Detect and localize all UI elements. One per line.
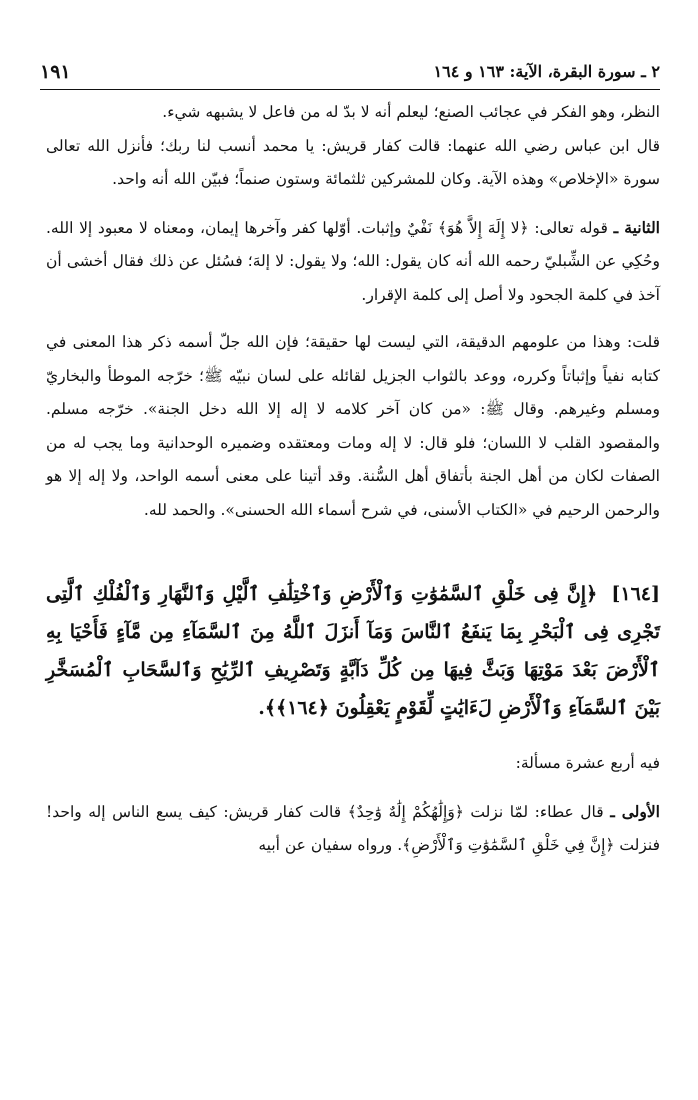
issue-heading-first: الأولى ـ [610, 801, 660, 821]
spacer [46, 527, 660, 575]
paragraph-first-issue [46, 795, 660, 863]
paragraph-commentary: قلت: وهذا من علومهم الدقيقة، التي ليست لها حقيقة؛ فإن الله جلّ أسمه ذكر هذا المعنى في كتابه نفياً وإثباتاً وكرره، ووعد بالثواب الجزيل لقائله على لسان نبيّه ﷺ؛ خرّجه الموطأ والبخاريّ ومسلم وغيرهم. وقال ﷺ: «من كان آخر كلامه لا إله إلا الله دخل الجنة». خرّجه مسلم. والمقصود القلب لا اللسان؛ فلو قال: لا إله ومات ومعتقده وضميره الوحدانية وما يجب له من الصفات لكان من أهل الجنة بأتفاق أهل السُّنة. وقد أتينا على معنى أسمه الواحد، ولا إله إلا هو والرحمن الرحيم في «الكتاب الأسنى، في شرح أسماء الله الحسنى». والحمد لله. [46, 333, 660, 519]
page-body [46, 96, 660, 863]
issue-heading-second: الثانية ـ [613, 217, 660, 237]
page-header [40, 60, 660, 90]
verse-number: [١٦٤] [611, 583, 660, 605]
running-header-title: ٢ ـ سورة البقرة، الآية: ١٦٣ و ١٦٤ [433, 62, 660, 81]
paragraph-second-issue-text: قوله تعالى: ﴿لا إِلَهَ إِلاَّ هُوَ﴾ نَفْيٌ وإثبات. أوّلها كفر وآخرها إيمان، ومعناه لا معبود إلا الله. وحُكِي عن الشِّبليّ رحمه الله أنه كان يقول: الله؛ ولا يقول: لا إلهَ؛ فسُئل عن ذلك فقال أخشى أن آخذ في كلمة الجحود ولا أصل إلى كلمة الإقرار. [46, 218, 660, 304]
quran-verse-block [46, 575, 660, 727]
spacer [46, 197, 660, 211]
spacer [46, 312, 660, 326]
header-rule [40, 89, 660, 90]
paragraph-second-issue [46, 211, 660, 313]
page-number: ١٩١ [40, 61, 71, 83]
paragraph-ibn-abbas: قال ابن عباس رضي الله عنهما: قالت كفار قريش: يا محمد أنسب لنا ربك؛ فأنزل الله تعالى سورة «الإخلاص» وهذه الآية. وكان للمشركين ثلثمائة وستون صنماً؛ فبيّن الله أنه واحد. [46, 136, 660, 188]
verse-text: ﴿إِنَّ فِى خَلْقِ ٱلسَّمَٰوَٰتِ وَٱلْأَرْضِ وَٱخْتِلَٰفِ ٱلَّيْلِ وَٱلنَّهَارِ وَٱلْفُلْكِ ٱلَّتِى تَجْرِى فِى ٱلْبَحْرِ بِمَا يَنفَعُ ٱلنَّاسَ وَمَآ أَنزَلَ ٱللَّهُ مِنَ ٱلسَّمَآءِ مِن مَّآءٍ فَأَحْيَا بِهِ ٱلْأَرْضَ بَعْدَ مَوْتِهَا وَبَثَّ فِيهَا مِن كُلِّ دَآبَّةٍ وَتَصْرِيفِ ٱلرِّيَٰحِ وَٱلسَّحَابِ ٱلْمُسَخَّرِ بَيْنَ ٱلسَّمَآءِ وَٱلْأَرْضِ لَءَايَٰتٍ لِّقَوْمٍ يَعْقِلُونَ ﴿١٦٤﴾﴾. [46, 583, 660, 719]
paragraph-continuation: النظر، وهو الفكر في عجائب الصنع؛ ليعلم أنه لا بدّ له من فاعل لا يشبهه شيء. [162, 103, 660, 121]
spacer [46, 781, 660, 795]
issues-count-heading: فيه أربع عشرة مسألة: [515, 754, 660, 772]
spacer [46, 727, 660, 747]
paragraph-first-issue-text: قال عطاء: لمّا نزلت ﴿وَإِلَٰهُكُمْ إِلَٰهٌ وَٰحِدٌ﴾ قالت كفار قريش: كيف يسع الناس إله واحد! فنزلت ﴿إِنَّ فِي خَلْقِ ٱلسَّمَٰوَٰتِ وَٱلْأَرْضِ﴾. ورواه سفيان عن أبيه [46, 802, 660, 854]
